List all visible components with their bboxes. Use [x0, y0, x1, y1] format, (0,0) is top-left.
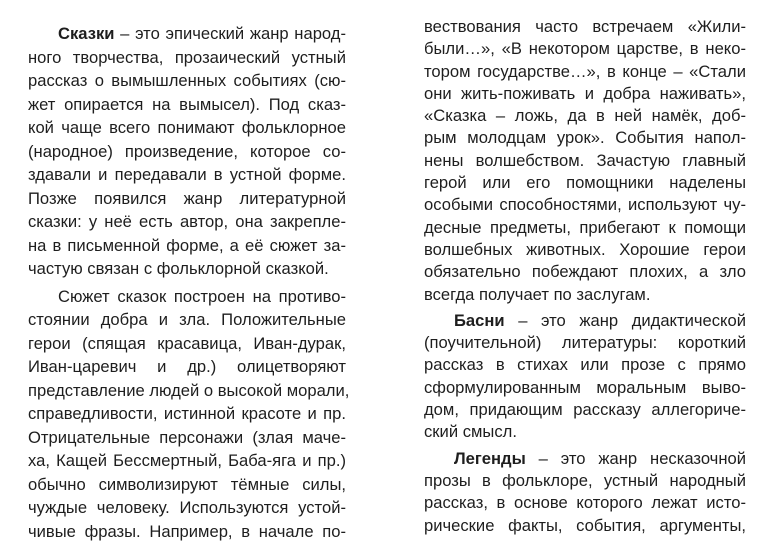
text-line: [424, 61, 746, 83]
text-line: [28, 257, 346, 281]
paragraph: [28, 22, 346, 281]
text-line: [424, 239, 746, 261]
text-line: [28, 379, 346, 403]
line-text: обычно символизируют тёмные силы,: [28, 475, 346, 494]
line-text: (поучительной) литературы: короткий: [424, 333, 746, 352]
line-text: тором государстве…», в конце – «Стали: [424, 62, 746, 81]
text-line: [424, 150, 746, 172]
line-text: волшебных животных. Хорошие герои: [424, 240, 746, 259]
text-line: [424, 421, 746, 443]
line-text: десные предметы, прибегают к помощи: [424, 218, 746, 237]
line-text: чуждые человеку. Используются устой-: [28, 498, 346, 517]
left-column: [28, 22, 346, 543]
text-line: [28, 234, 346, 258]
genre-term: Сказки: [58, 24, 114, 43]
line-text: Иван-царевич и др.) олицетворяют: [28, 357, 346, 376]
text-line: [28, 210, 346, 234]
right-column: [424, 16, 746, 537]
line-text: герои (спящая красавица, Иван-дурак,: [28, 334, 346, 353]
line-text: рассказ, в основе которого лежат исто-: [424, 493, 746, 512]
text-line: [28, 93, 346, 117]
line-text: сформулированным моральным выво-: [424, 378, 746, 397]
text-line: [28, 473, 346, 497]
line-text: кой чаще всего понимают фольклорное: [28, 118, 346, 137]
line-text: Позже появился жанр литературной: [28, 189, 346, 208]
line-text: частую связан с фольклорной сказкой.: [28, 259, 329, 278]
line-text: обязательно побеждают плохих, а зло: [424, 262, 746, 281]
line-text: особыми способностями, используют чу-: [424, 195, 746, 214]
line-text: здавали и передавали в устной форме.: [28, 165, 346, 184]
paragraph: [424, 310, 746, 444]
text-line: [424, 127, 746, 149]
text-line: [28, 46, 346, 70]
text-line: [28, 308, 346, 332]
text-line: [424, 261, 746, 283]
text-line: [424, 354, 746, 376]
text-line: [424, 399, 746, 421]
text-line: [28, 496, 346, 520]
line-text: справедливости, истинной красоте и пр.: [28, 404, 346, 423]
text-line: [28, 187, 346, 211]
text-line: [424, 38, 746, 60]
text-line: [28, 355, 346, 379]
line-text: – это жанр дидактической: [505, 311, 746, 330]
paragraph: [424, 16, 746, 306]
text-line: [424, 515, 746, 537]
genre-term: Басни: [454, 311, 505, 330]
line-text: на в письменной форме, а её сюжет за-: [28, 236, 346, 255]
text-line: [424, 194, 746, 216]
text-line: [28, 163, 346, 187]
line-text: они жить-поживать и добра наживать»,: [424, 84, 746, 103]
line-text: Отрицательные персонажи (злая маче-: [28, 428, 346, 447]
text-line: [424, 310, 746, 332]
line-text: «Сказка – ложь, да в ней намёк, доб-: [424, 106, 746, 125]
line-text: рассказ в стихах или прозе с прямо: [424, 355, 746, 374]
line-text: нены волшебством. Зачастую главный: [424, 151, 746, 170]
line-text: сказки: у неё есть автор, она закрепле-: [28, 212, 346, 231]
line-text: прозы в фольклоре, устный народный: [424, 471, 746, 490]
line-text: Сюжет сказок построен на противо-: [58, 287, 346, 306]
line-text: были…», «В некотором царстве, в неко-: [424, 39, 746, 58]
text-line: [424, 332, 746, 354]
genre-term: Легенды: [454, 449, 526, 468]
line-text: ха, Кащей Бессмертный, Баба-яга и пр.): [28, 451, 346, 470]
line-text: герой или его помощники наделены: [424, 173, 746, 192]
line-text: рым молодцам урок». События напол-: [424, 128, 746, 147]
text-line: [424, 105, 746, 127]
text-line: [28, 402, 346, 426]
line-text: ский смысл.: [424, 422, 517, 441]
text-line: [424, 172, 746, 194]
text-line: [28, 285, 346, 309]
text-line: [424, 448, 746, 470]
line-text: вествования часто встречаем «Жили-: [424, 17, 746, 36]
line-text: – это жанр несказочной: [526, 449, 746, 468]
text-line: [28, 449, 346, 473]
text-line: [28, 520, 346, 543]
text-line: [424, 470, 746, 492]
text-line: [424, 217, 746, 239]
text-line: [424, 377, 746, 399]
line-text: представление людей о высокой морали,: [28, 381, 349, 400]
line-text: стоянии добра и зла. Положительные: [28, 310, 346, 329]
line-text: чивые фразы. Например, в начале по-: [28, 522, 346, 541]
line-text: рические факты, события, аргументы,: [424, 516, 746, 535]
text-line: [424, 83, 746, 105]
text-line: [424, 492, 746, 514]
text-line: [28, 69, 346, 93]
line-text: жет опирается на вымысел). Под сказ-: [28, 95, 346, 114]
text-line: [424, 16, 746, 38]
line-text: дом, придающим рассказу аллегориче-: [424, 400, 746, 419]
line-text: (народное) произведение, которое со-: [28, 142, 346, 161]
line-text: рассказ о вымышленных событиях (сю-: [28, 71, 346, 90]
paragraph: [28, 285, 346, 543]
line-text: ного творчества, прозаический устный: [28, 48, 346, 67]
text-line: [424, 284, 746, 306]
text-line: [28, 332, 346, 356]
text-line: [28, 140, 346, 164]
text-line: [28, 116, 346, 140]
text-line: [28, 426, 346, 450]
line-text: – это эпический жанр народ-: [114, 24, 346, 43]
paragraph: [424, 448, 746, 537]
line-text: всегда получает по заслугам.: [424, 285, 650, 304]
text-line: [28, 22, 346, 46]
